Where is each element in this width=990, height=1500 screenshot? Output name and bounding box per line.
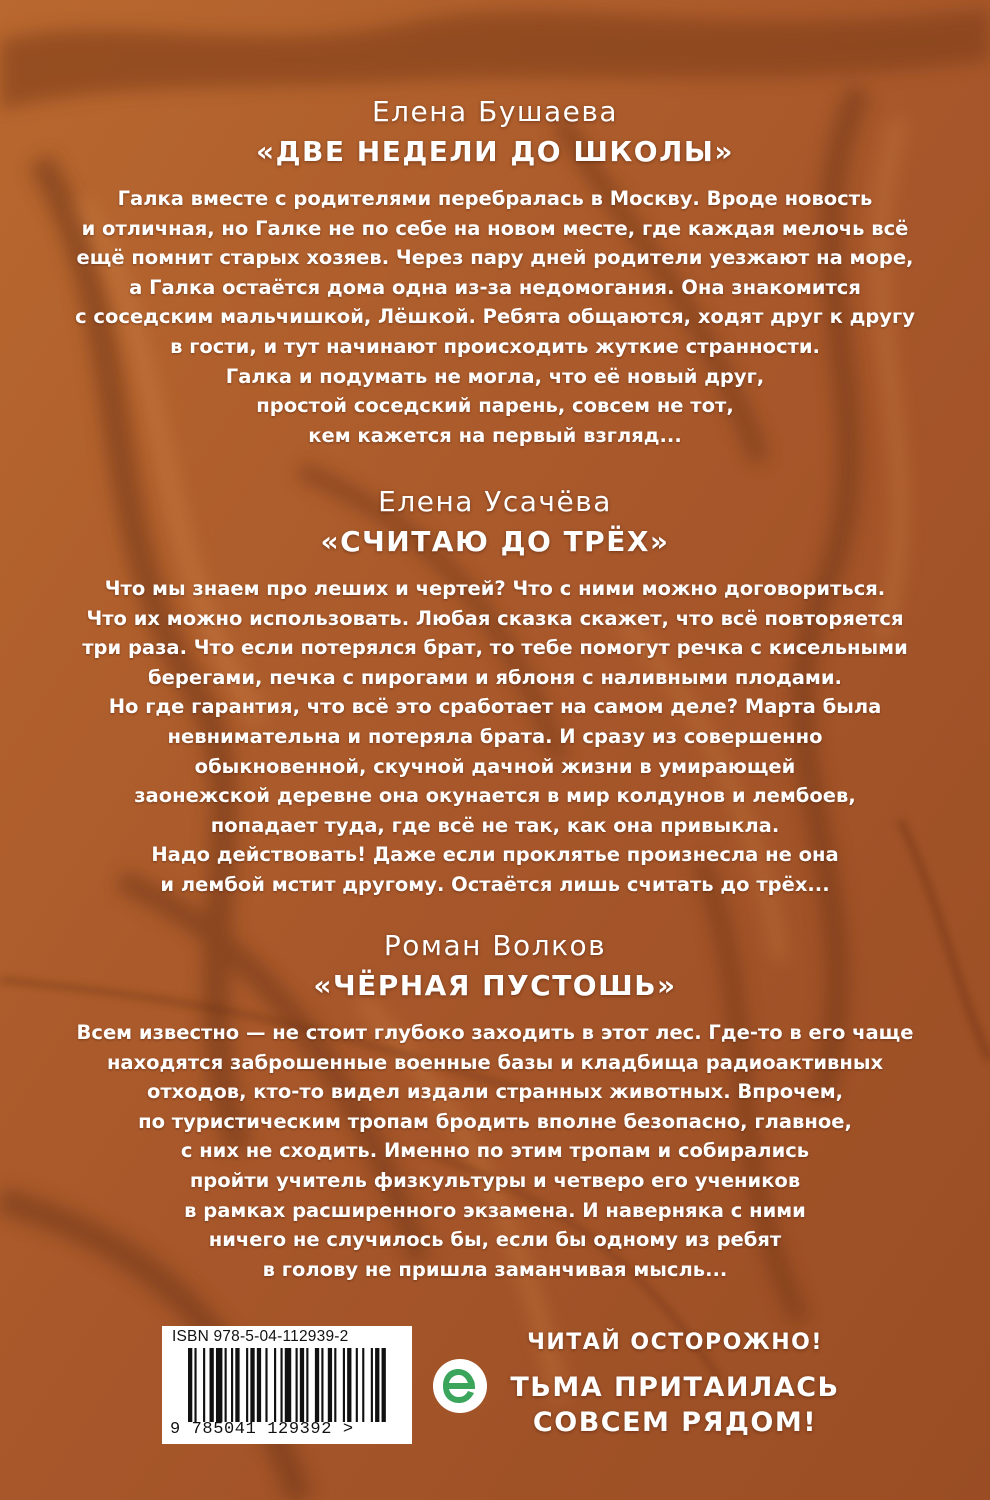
description-line: Всем известно — не стоит глубоко заходить в этот лес. Где-то в его чаще	[76, 1021, 914, 1044]
description-line: три раза. Что если потерялся брат, то тебе помогут речка с кисельными	[82, 636, 908, 660]
description-line: ничего не случилось бы, если бы одному из ребят	[208, 1228, 782, 1252]
description-line: невнимательна и потеряла брата. И сразу из совершенно	[167, 724, 823, 748]
eksmo-logo-icon	[432, 1358, 488, 1414]
description-line: с соседским мальчишкой, Лёшкой. Ребята общаются, ходят друг к другу	[75, 305, 915, 329]
description-line: в гости, и тут начинают происходить жуткие странности.	[170, 334, 820, 358]
description-line: в голову не пришла заманчивая мысль...	[262, 1257, 728, 1281]
barcode-bars	[188, 1348, 388, 1422]
barcode-bar	[296, 1348, 298, 1422]
barcode-bar	[210, 1348, 214, 1422]
slogan-line-1: ЧИТАЙ ОСТОРОЖНО!	[527, 1330, 823, 1355]
barcode-bar	[231, 1348, 233, 1422]
barcode-bar	[315, 1348, 319, 1422]
barcode-bar	[265, 1348, 267, 1422]
description-line: заонежской деревне она окунается в мир колдунов и лембоев,	[134, 784, 856, 808]
barcode-bar	[250, 1348, 254, 1422]
barcode-bar	[280, 1348, 282, 1422]
story-block-3	[60, 928, 930, 1284]
barcode-bar	[216, 1348, 222, 1422]
story-title: «СЧИТАЮ ДО ТРЁХ»	[320, 525, 670, 558]
story-title: «ЧЁРНАЯ ПУСТОШЬ»	[313, 969, 677, 1002]
description-line: кем кажется на первый взгляд...	[308, 423, 682, 447]
barcode-bar	[194, 1348, 196, 1422]
description-line: Что их можно использовать. Любая сказка скажет, что всё повторяется	[86, 606, 904, 630]
barcode-bar	[257, 1348, 261, 1422]
story-description	[60, 1018, 930, 1284]
barcode-bar	[334, 1348, 336, 1422]
slogan-line-2	[510, 1370, 840, 1440]
barcode-bar	[343, 1348, 345, 1422]
story-block-1	[60, 94, 930, 450]
barcode-digits: 9 785041 129392 >	[170, 1420, 354, 1439]
story-title: «ДВЕ НЕДЕЛИ ДО ШКОЛЫ»	[256, 135, 734, 168]
barcode-bar	[274, 1348, 276, 1422]
barcode-bar	[321, 1348, 323, 1422]
description-line: обыкновенной, скучной дачной жизни в умирающей	[194, 754, 796, 778]
description-line: находятся заброшенные военные базы и кладбища радиоактивных	[106, 1050, 884, 1074]
barcode-bar	[246, 1348, 248, 1422]
story-author: Елена Бушаева	[371, 95, 619, 128]
description-line: с них не сходить. Именно по этим тропам и собирались	[180, 1139, 810, 1163]
barcode-bar	[375, 1348, 379, 1422]
description-line: простой соседский парень, совсем не тот,	[256, 394, 734, 418]
description-line: пройти учитель физкультуры и четверо его учеников	[189, 1168, 801, 1192]
description-line: и отличная, но Галке не по себе на новом месте, где каждая мелочь всё	[81, 216, 909, 240]
description-line: отходов, кто-то видел издали странных животных. Впрочем,	[146, 1080, 844, 1104]
barcode-bar	[285, 1348, 291, 1422]
description-line: и лембой мстит другому. Остаётся лишь считать до трёх...	[160, 872, 830, 896]
story-description	[60, 574, 930, 900]
description-line: попадает туда, где всё не так, как она привыкла.	[210, 813, 780, 837]
description-line: Галка вместе с родителями перебралась в Москву. Вроде новость	[117, 187, 873, 210]
barcode-bar	[235, 1348, 239, 1422]
story-description	[60, 184, 930, 450]
barcode-panel	[162, 1326, 412, 1444]
description-line: берегами, печка с пирогами и яблоня с наливными плодами.	[148, 665, 842, 689]
barcode-bar	[225, 1348, 227, 1422]
slogan-line-2a: ТЬМА ПРИТАИЛАСЬ	[510, 1372, 840, 1403]
story-author: Роман Волков	[383, 929, 607, 962]
barcode-bar	[347, 1348, 351, 1422]
barcode-bar	[371, 1348, 373, 1422]
description-line: ещё помнит старых хозяев. Через пару дней родители уезжают на море,	[76, 246, 914, 270]
description-line: по туристическим тропам бродить вполне безопасно, главное,	[138, 1109, 852, 1133]
barcode-bar	[328, 1348, 332, 1422]
barcode-bar	[188, 1348, 192, 1422]
description-line: Но где гарантия, что всё это сработает на самом деле? Марта была	[108, 695, 882, 719]
barcode-bar	[300, 1348, 304, 1422]
description-line: Что мы знаем про леших и чертей? Что с ними можно договориться.	[104, 577, 886, 600]
barcode-bar	[382, 1348, 386, 1422]
description-line: Галка и подумать не могла, что её новый друг,	[225, 364, 765, 388]
description-line: Надо действовать! Даже если проклятье произнесла не она	[151, 843, 839, 867]
story-author: Елена Усачёва	[378, 485, 612, 518]
description-line: в рамках расширенного экзамена. И наверняка с ними	[184, 1198, 806, 1222]
isbn-label: ISBN 978-5-04-112939-2	[172, 1328, 349, 1345]
barcode-bar	[203, 1348, 205, 1422]
description-line: а Галка остаётся дома одна из-за недомогания. Она знакомится	[129, 275, 861, 299]
slogan-line-2b: СОВСЕМ РЯДОМ!	[532, 1407, 818, 1438]
barcode-bar	[362, 1348, 364, 1422]
barcode-bar	[356, 1348, 358, 1422]
story-block-2	[60, 484, 930, 900]
barcode-bar	[306, 1348, 308, 1422]
